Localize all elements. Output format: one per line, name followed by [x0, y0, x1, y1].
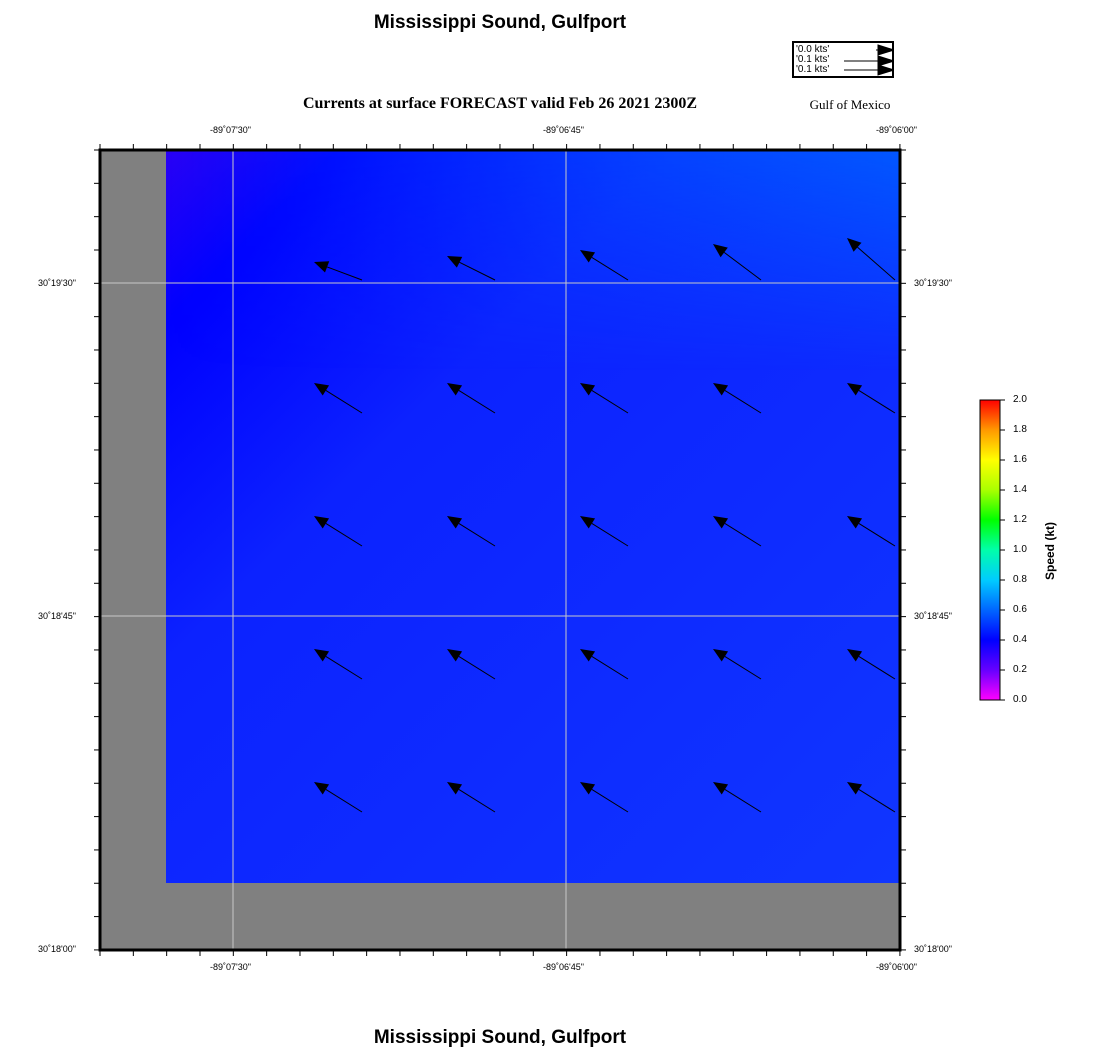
lon-tick-label: -89˚06'00"	[876, 125, 917, 135]
colorbar-label: 2.0	[1013, 394, 1027, 405]
colorbar-label: 1.4	[1013, 484, 1027, 495]
colorbar-label: 0.2	[1013, 664, 1027, 675]
colorbar-ticks	[1000, 400, 1005, 700]
colorbar-title: Speed (kt)	[1043, 522, 1057, 581]
forecast-subtitle: Currents at surface FORECAST valid Feb 26 2021 2300Z	[302, 95, 698, 112]
colorbar	[980, 400, 1000, 700]
colorbar-label: 0.0	[1013, 694, 1027, 705]
colorbar-label: 1.0	[1013, 544, 1027, 555]
colorbar-label: 0.8	[1013, 574, 1027, 585]
colorbar-label: 1.8	[1013, 424, 1027, 435]
lat-tick-label: 30˚18'00"	[914, 944, 952, 954]
sea-shading	[166, 150, 900, 883]
lon-tick-label: -89˚06'00"	[876, 962, 917, 972]
lat-tick-label: 30˚18'45"	[914, 611, 952, 621]
lon-tick-label: -89˚06'45"	[543, 125, 584, 135]
lat-tick-label: 30˚19'30"	[914, 278, 952, 288]
colorbar-label: 0.4	[1013, 634, 1027, 645]
colorbar-label: 1.6	[1013, 454, 1027, 465]
lon-tick-label: -89˚07'30"	[210, 962, 251, 972]
map-title-top: Mississippi Sound, Gulfport	[373, 12, 627, 33]
colorbar-label: 0.6	[1013, 604, 1027, 615]
lon-tick-label: -89˚06'45"	[543, 962, 584, 972]
lat-tick-label: 30˚19'30"	[38, 278, 76, 288]
legend-row: '0.1 kts'	[796, 64, 830, 75]
region-label: Gulf of Mexico	[809, 97, 891, 112]
lon-tick-label: -89˚07'30"	[210, 125, 251, 135]
lat-tick-label: 30˚18'45"	[38, 611, 76, 621]
colorbar-label: 1.2	[1013, 514, 1027, 525]
legend-row: '0.1 kts'	[796, 54, 830, 65]
map-title-bottom: Mississippi Sound, Gulfport	[373, 1027, 627, 1048]
lat-tick-label: 30˚18'00"	[38, 944, 76, 954]
legend-row: '0.0 kts'	[796, 44, 830, 55]
